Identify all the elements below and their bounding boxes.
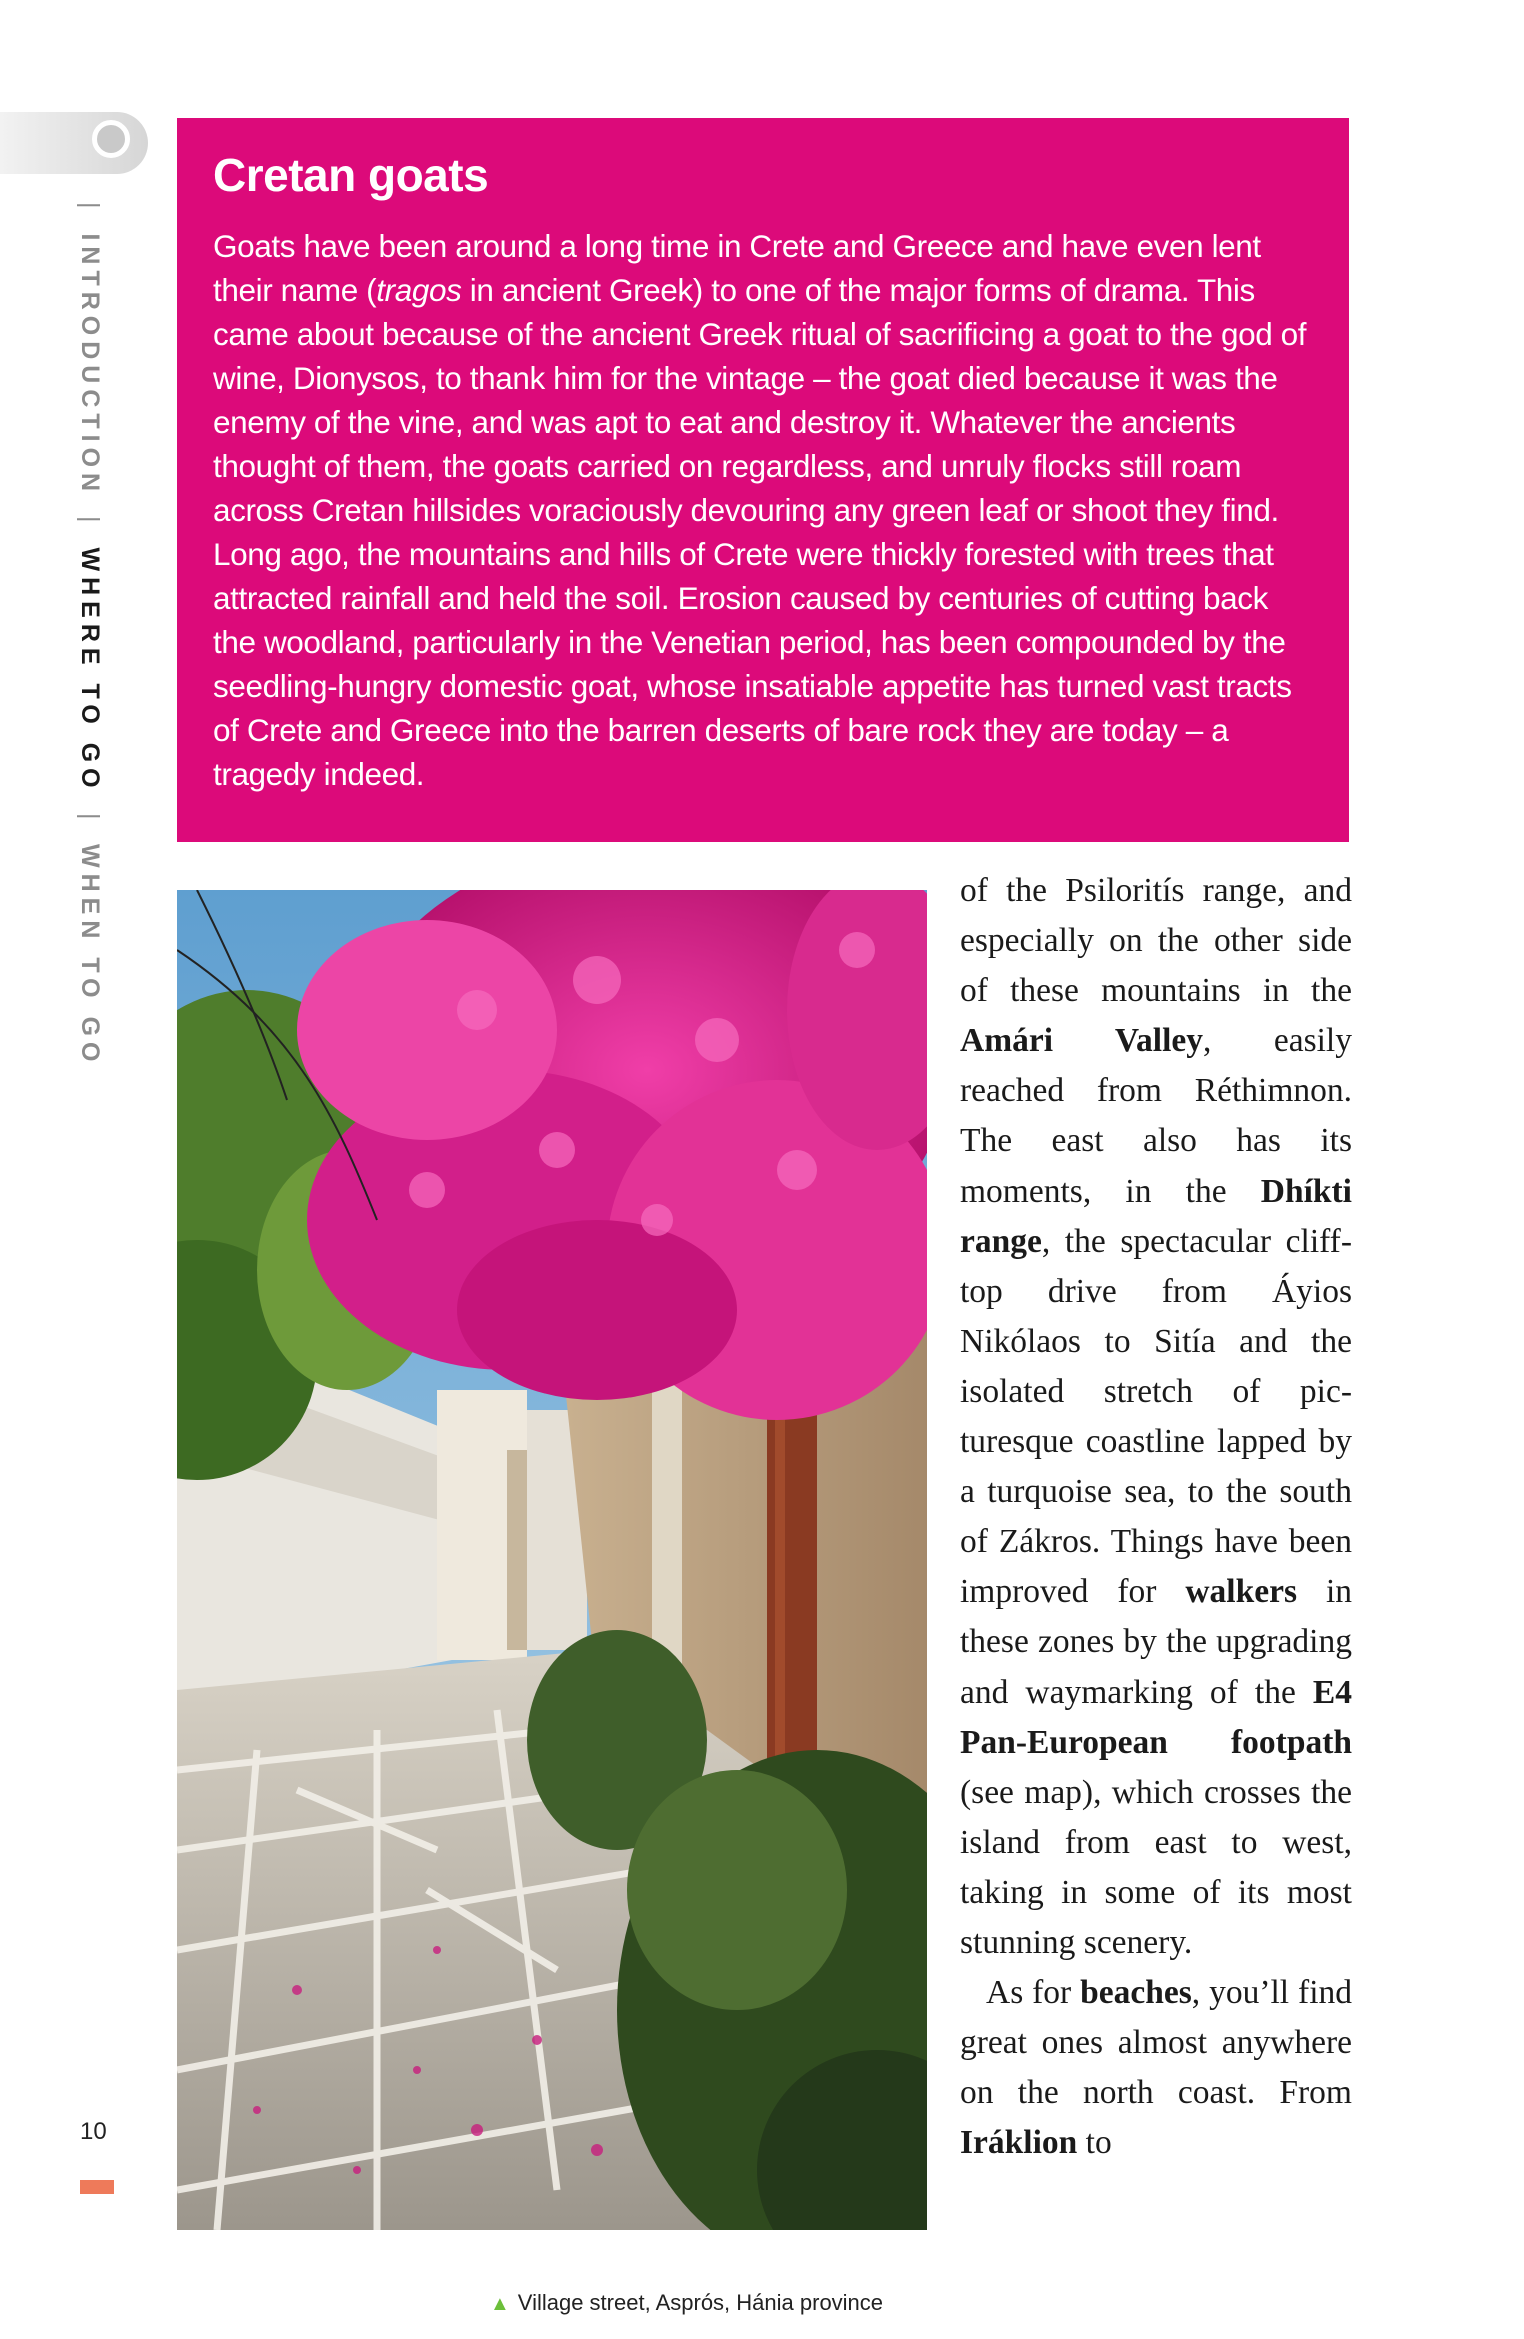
- bold-term-dhikti-range: Dhíkti range: [960, 1172, 1352, 1260]
- feature-box-text: [213, 224, 1313, 796]
- nav-item-introduction: INTRODUCTION: [76, 233, 104, 498]
- text-run: , the spectacular cliff-top drive from Áyios Nikólaos to Sitía and the isolated stretch of picturesque coastline lapped by a turquoise sea, to the south of Zákros. Things have been improved for: [960, 1222, 1352, 1611]
- feature-box: [177, 118, 1349, 842]
- nav-item-where-to-go: WHERE TO GO: [76, 547, 104, 794]
- text-run: (see map), which crosses the island from east to west, taking in some of its most stunning scenery.: [960, 1773, 1352, 1961]
- bold-term-iraklion: Iráklion: [960, 2124, 1078, 2162]
- page-number: 10: [80, 2118, 107, 2145]
- nav-item-when-to-go: WHEN TO GO: [76, 844, 104, 1068]
- bold-term-beaches: beaches: [1080, 1974, 1192, 2012]
- nav-separator: |: [76, 812, 104, 826]
- bold-term-walkers: walkers: [1185, 1573, 1297, 1611]
- section-nav: [64, 196, 104, 1068]
- text-run: of the Psiloritís range, and especially on the other side of these mountains in the: [960, 872, 1352, 1010]
- caption-text: Village street, Asprós, Hánia province: [517, 2290, 884, 2315]
- feature-text-part: Goats have been around a long time in Crete and Greece and have even lent their name (: [213, 228, 1261, 308]
- body-paragraph: [960, 866, 1352, 1968]
- nav-separator: |: [76, 202, 104, 215]
- caption-triangle-icon: ▲: [490, 2293, 510, 2315]
- text-run: in these zones by the upgrading and waymarking of the: [960, 1573, 1353, 1711]
- nav-separator: |: [76, 516, 104, 529]
- text-run: , easily reached from Réthimnon. The east also has its moments, in the: [960, 1022, 1352, 1210]
- page-marker: [80, 2180, 114, 2194]
- text-run: As for: [986, 1974, 1081, 2012]
- photo-caption: [490, 2290, 883, 2316]
- feature-text-part: in ancient Greek) to one of the major forms of drama. This came about because of the ancient Greek ritual of sacrificing a goat to the god of wine, Dionysos, to thank him for the vintage – the goat died because it was the enemy of the vine, and was apt to eat and destroy it. Whatever the ancients thought of them, the goats carried on regardless, and unruly flocks still roam across Cretan hillsides voraciously devouring any green leaf or shoot they find. Long ago, the mountains and hills of Crete were thickly forested with trees that attracted rainfall and held the soil. Erosion caused by centuries of cutting back the woodland, particularly in the Venetian period, has been compounded by the seedling-hungry domestic goat, whose insatiable appetite has turned vast tracts of Crete and Greece into the barren deserts of bare rock they are today – a tragedy indeed.: [213, 272, 1307, 792]
- feature-text-italic: tragos: [376, 272, 462, 308]
- body-paragraph: [960, 1968, 1352, 2168]
- feature-box-title: Cretan goats: [213, 149, 489, 201]
- photo-village-street: [177, 890, 927, 2230]
- text-run: to: [1077, 2124, 1112, 2162]
- body-text-column: [960, 866, 1352, 2168]
- section-tab-circle-icon: [92, 120, 130, 158]
- bold-term-amari-valley: Amári Valley: [960, 1022, 1203, 1060]
- text-run: , you’ll find great ones almost anywhere on the north coast. From: [960, 1974, 1352, 2112]
- bold-term-e4-footpath: E4 Pan-European footpath: [960, 1673, 1352, 1761]
